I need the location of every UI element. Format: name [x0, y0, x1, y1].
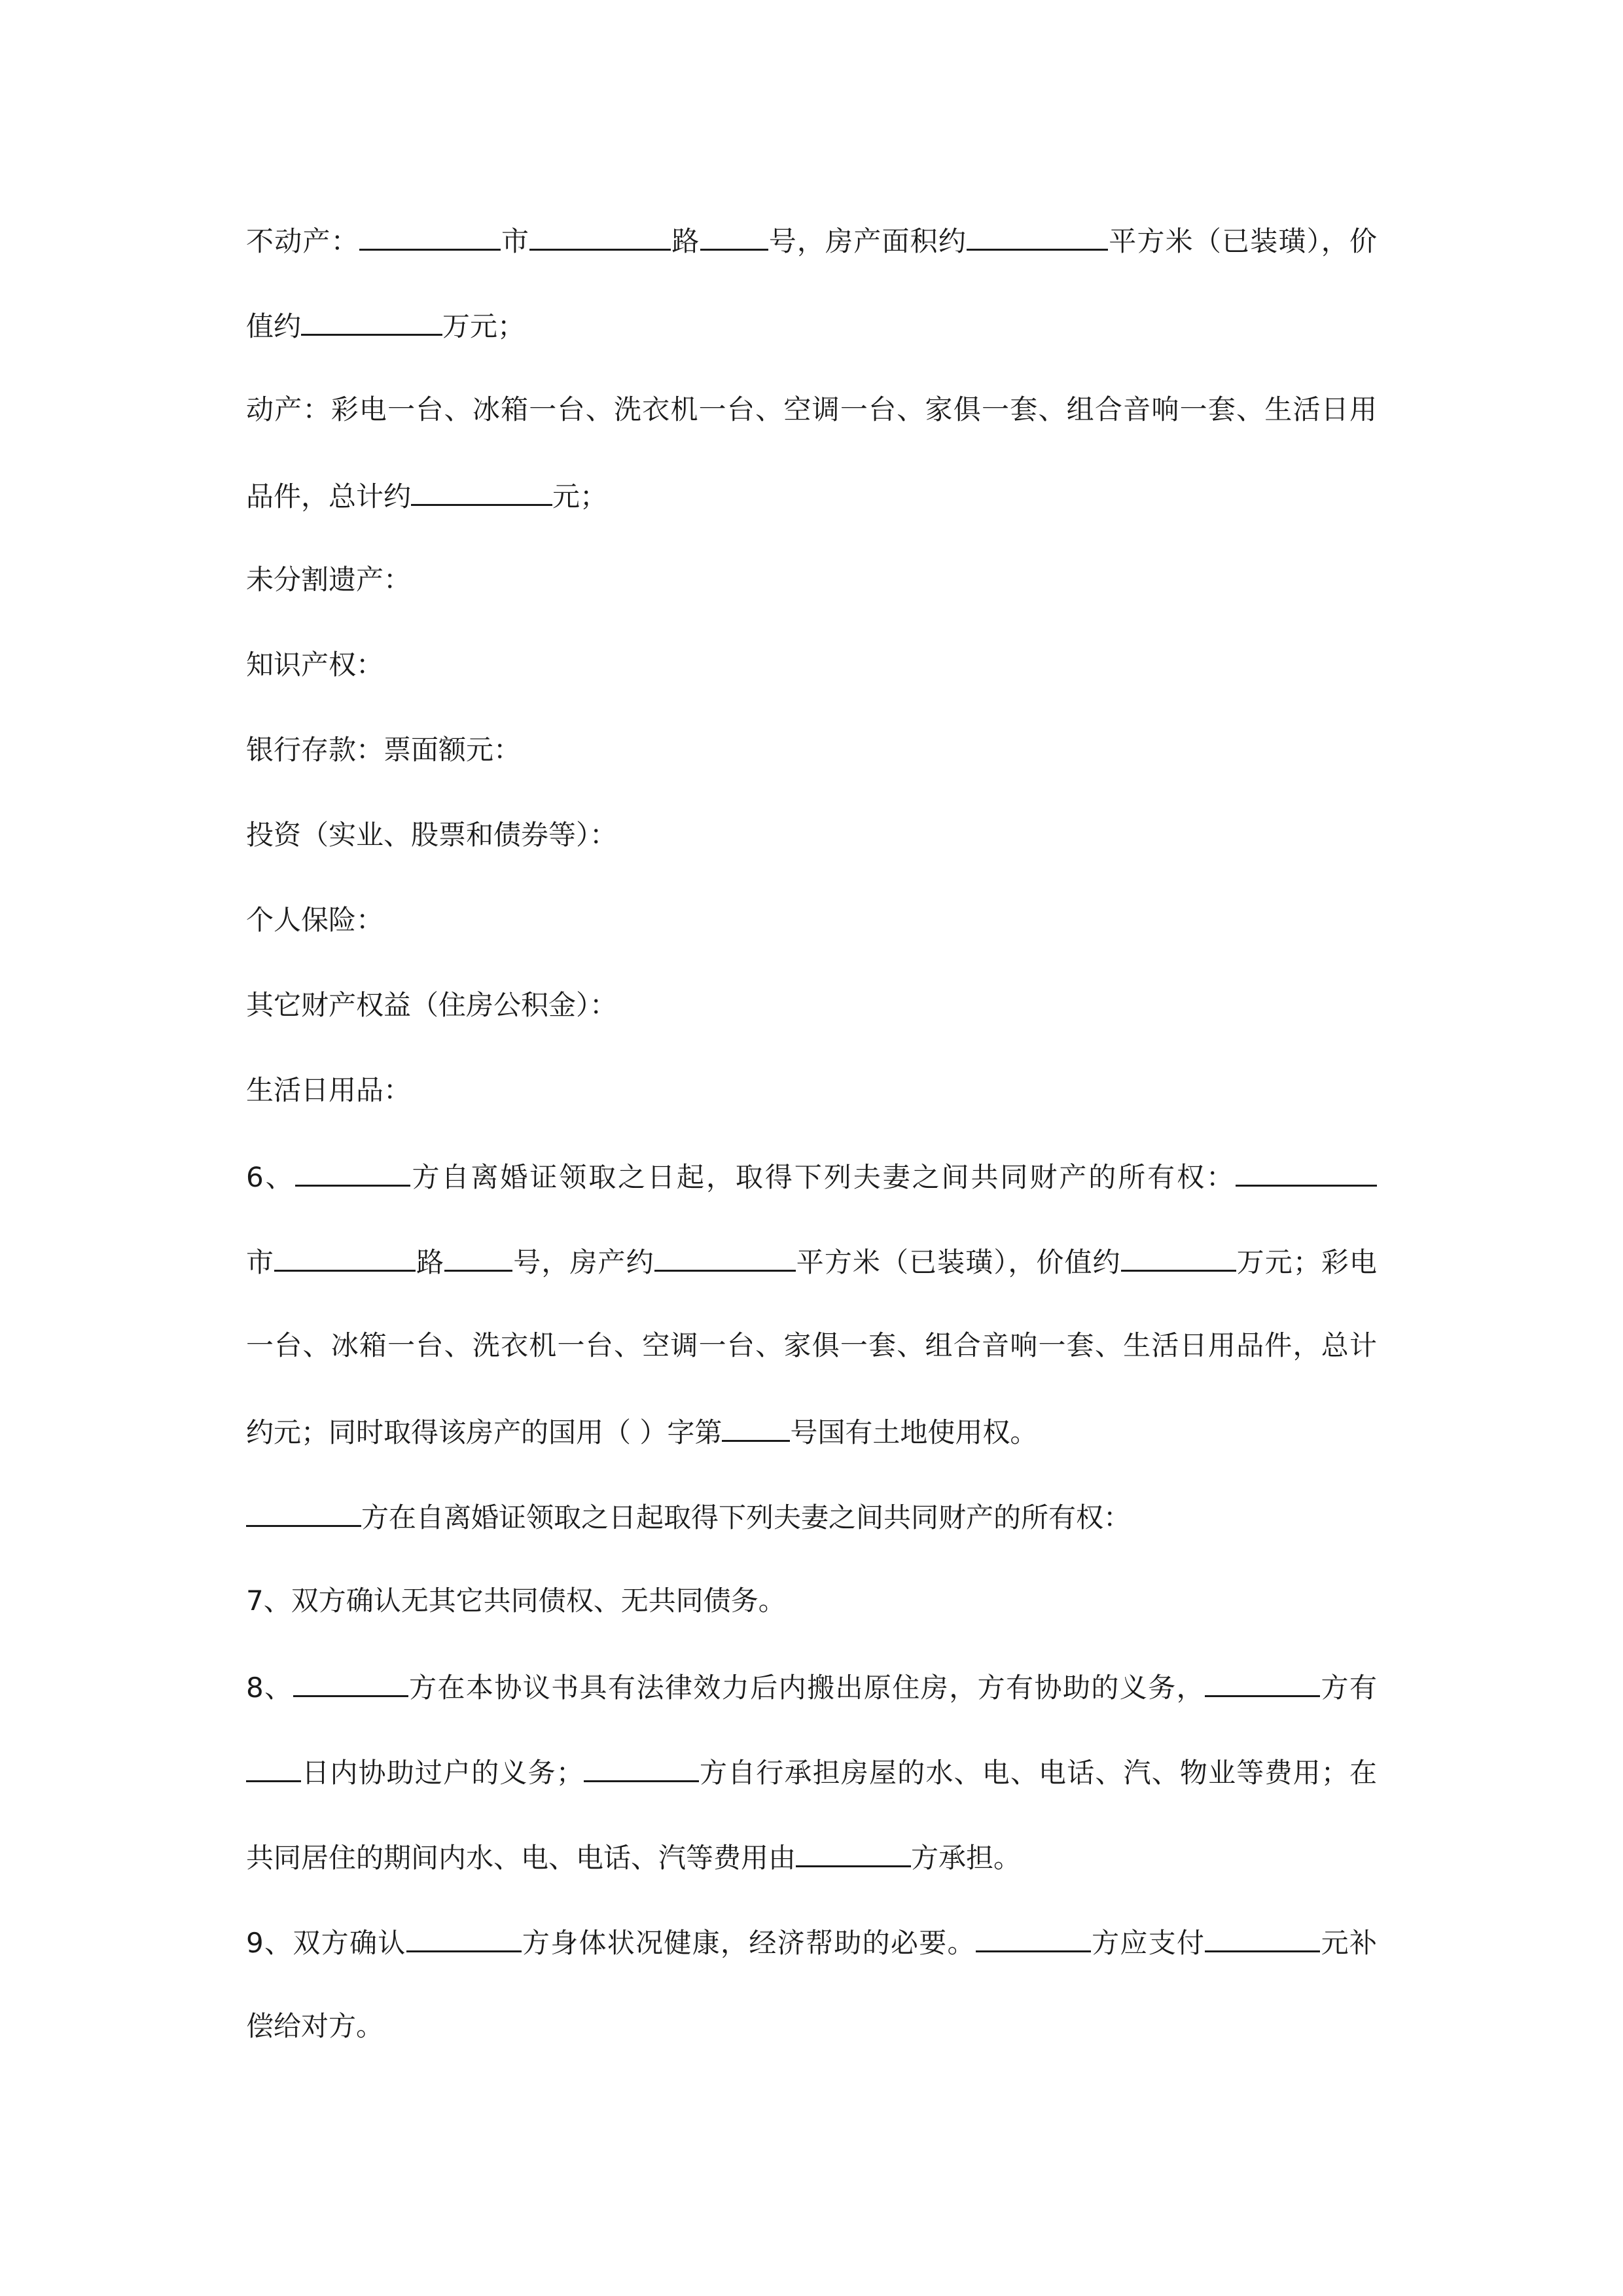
text-line: 共同居住的期间内水、电、电话、汽等费用由 方承担。: [246, 1837, 1021, 1878]
text-line: 8、 方在本协议书具有法律效力后内搬出原住房，方有协助的义务， 方有: [246, 1666, 1377, 1708]
text-line: 其它财产权益（住房公积金）：: [246, 989, 618, 1021]
text-line: 不动产： 市 路 号，房产面积约 平方米（已装璜），价: [246, 220, 1377, 261]
fill-blank: [584, 1751, 699, 1782]
text-line: 未分割遗产：: [246, 564, 412, 596]
fill-blank: [1205, 1922, 1320, 1952]
fill-blank: [246, 1496, 361, 1527]
text-line: 偿给对方。: [246, 2010, 384, 2042]
text-line: 品件，总计约 元；: [246, 475, 607, 516]
text-line: 银行存款：票面额元：: [246, 734, 522, 766]
fill-blank: [1121, 1241, 1236, 1272]
fill-blank: [1236, 1156, 1377, 1187]
fill-blank: [700, 220, 768, 251]
fill-blank: [406, 1922, 522, 1952]
text-line: 知识产权：: [246, 649, 384, 681]
text-line: 6、 方自离婚证领取之日起，取得下列夫妻之间共同财产的所有权：: [246, 1156, 1377, 1197]
fill-blank: [293, 1666, 408, 1697]
text-line: 市 路 号，房产约 平方米（已装璜），价值约 万元；彩电: [246, 1241, 1377, 1282]
text-line: 一台、冰箱一台、洗衣机一台、空调一台、家俱一套、组合音响一套、生活日用品件，总计: [246, 1329, 1377, 1361]
fill-blank: [411, 475, 552, 506]
fill-blank: [246, 1751, 301, 1782]
text-line: 9、双方确认 方身体状况健康，经济帮助的必要。 方应支付 元补: [246, 1922, 1377, 1963]
fill-blank: [274, 1241, 416, 1272]
fill-blank: [444, 1241, 512, 1272]
text-line: 投资（实业、股票和债券等）：: [246, 819, 618, 851]
fill-blank: [359, 220, 501, 251]
fill-blank: [796, 1837, 911, 1867]
fill-blank: [295, 1156, 410, 1187]
fill-blank: [1205, 1666, 1320, 1697]
text-line: 生活日用品：: [246, 1074, 412, 1106]
fill-blank: [967, 220, 1108, 251]
fill-blank: [301, 305, 442, 336]
text-line: 个人保险：: [246, 904, 384, 936]
text-line: 方在自离婚证领取之日起取得下列夫妻之间共同财产的所有权：: [246, 1496, 1131, 1537]
text-line: 日内协助过户的义务； 方自行承担房屋的水、电、电话、汽、物业等费用；在: [246, 1751, 1377, 1793]
text-line: 约元；同时取得该房产的国用（ ）字第 号国有土地使用权。: [246, 1411, 1037, 1452]
text-line: 7、双方确认无其它共同债权、无共同债务。: [246, 1585, 786, 1617]
text-line: 动产：彩电一台、冰箱一台、洗衣机一台、空调一台、家俱一套、组合音响一套、生活日用: [246, 393, 1377, 425]
text-line: 值约 万元；: [246, 305, 525, 346]
fill-blank: [654, 1241, 796, 1272]
fill-blank: [722, 1411, 790, 1442]
fill-blank: [529, 220, 671, 251]
fill-blank: [976, 1922, 1091, 1952]
